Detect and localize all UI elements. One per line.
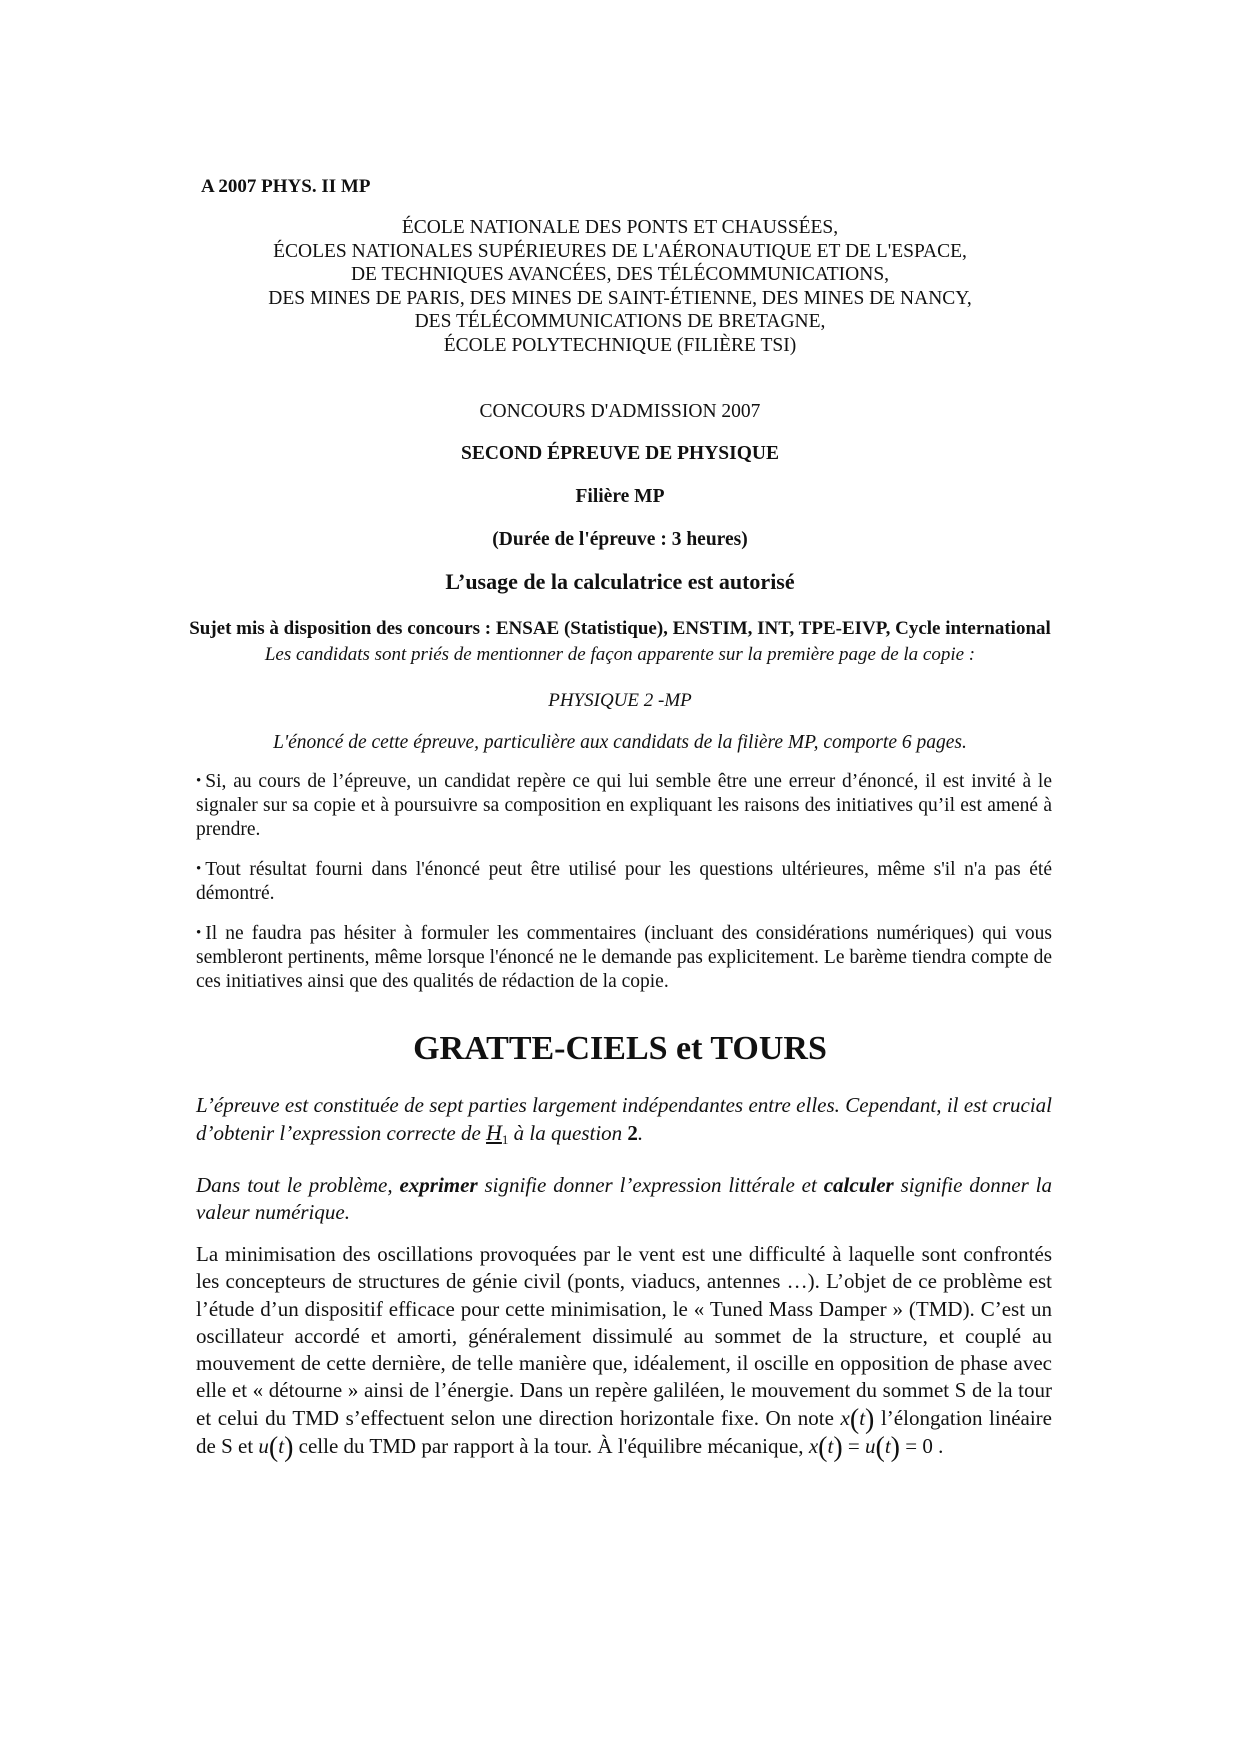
mention-instruction: Les candidats sont priés de mentionner de façon apparente sur la première page de la copie : (264, 644, 976, 665)
definitions-paragraph (196, 1172, 1052, 1226)
calculator-notice: L’usage de la calculatrice est autorisé (445, 569, 795, 594)
exam-code: A 2007 PHYS. II MP (201, 176, 371, 197)
intro-text: L’épreuve est constituée de sept parties largement indépendantes entre elles. Cependant, il est crucial d’obtenir l’expression correcte de (196, 1093, 1052, 1145)
sujet-notice: Sujet mis à disposition des concours : ENSAE (Statistique), ENSTIM, INT, TPE-EIVP, Cycle international (189, 618, 1051, 639)
question-ref: 2 (627, 1121, 638, 1145)
t-var: t (827, 1434, 834, 1459)
rule-paragraph (196, 921, 1052, 994)
t-var: t (859, 1405, 866, 1430)
rule-text: Tout résultat fourni dans l'énoncé peut être utilisé pour les questions ultérieures, même s'il n'a pas été démontré. (196, 859, 1052, 904)
duree-heading: (Durée de l'épreuve : 3 heures) (492, 529, 748, 550)
intro-paragraph (196, 1092, 1052, 1153)
rule-text: Si, au cours de l’épreuve, un candidat repère ce qui lui semble être une erreur d’énoncé, il est invité à le signaler sur sa copie et à poursuivre sa composition en expliquant les raisons des initiatives qu’il est amené à prendre. (196, 771, 1052, 840)
school-line: DE TECHNIQUES AVANCÉES, DES TÉLÉCOMMUNICATIONS, (350, 264, 890, 285)
school-line: ÉCOLE POLYTECHNIQUE (FILIÈRE TSI) (443, 334, 797, 356)
h-letter: H (486, 1120, 502, 1145)
zero-value: 0 (922, 1434, 933, 1459)
t-var: t (278, 1434, 285, 1459)
bullet-icon: • (196, 925, 202, 941)
school-line: DES TÉLÉCOMMUNICATIONS DE BRETAGNE, (414, 311, 826, 332)
concours-heading: CONCOURS D'ADMISSION 2007 (479, 401, 761, 422)
x-var: x (840, 1405, 850, 1430)
equals-sign: = (905, 1434, 918, 1459)
keyword-calculer: calculer (823, 1173, 894, 1197)
equilibrium-equation: x(t) = u(t) = 0 (808, 1432, 933, 1464)
u-var: u (864, 1434, 876, 1459)
x-of-t: x(t) (840, 1403, 875, 1435)
filiere-heading: Filière MP (575, 486, 665, 507)
page-count-notice: L'énoncé de cette épreuve, particulière aux candidats de la filière MP, comporte 6 pages. (273, 732, 967, 753)
u-of-t: u(t) (258, 1432, 294, 1464)
bullet-icon: • (196, 773, 202, 789)
body-text: La minimisation des oscillations provoquées par le vent est une difficulté à laquelle sont confrontés les concepteurs de structures de génie civil (ponts, viaducs, antennes …). L’objet de ce problème est l’étude d’un dispositif efficace pour cette minimisation, le « Tuned Mass Damper » (TMD). C’est un oscillateur accordé et amorti, généralement dissimulé au sommet de la structure, et couplé au mouvement de cette dernière, de telle manière que, idéalement, il oscille en opposition de phase avec elle et « détourne » ainsi de l’énergie. Dans un repère galiléen, le mouvement du sommet S de la tour et celui du TMD s’effectuent selon une direction horizontale fixe. On note (196, 1242, 1052, 1430)
h1-symbol (486, 1120, 508, 1145)
school-line: ÉCOLE NATIONALE DES PONTS ET CHAUSSÉES, (401, 217, 839, 238)
problem-title: GRATTE-CIELS et TOURS (413, 1030, 827, 1067)
x-var: x (808, 1434, 819, 1459)
rule-paragraph (196, 857, 1052, 906)
schools-list (0, 216, 1240, 357)
school-line: ÉCOLES NATIONALES SUPÉRIEURES DE L'AÉRONAUTIQUE ET DE L'ESPACE, (273, 240, 967, 262)
body-paragraph (196, 1241, 1052, 1464)
body-text: celle du TMD par rapport à la tour. À l'équilibre mécanique, (293, 1434, 809, 1459)
t-var: t (884, 1434, 891, 1459)
body-text: . (932, 1434, 944, 1459)
equals-sign: = (847, 1434, 860, 1459)
keyword-exprimer: exprimer (399, 1173, 478, 1197)
intro-text: à la question (508, 1121, 628, 1145)
body-text: l’élongation linéaire de S et (196, 1405, 1052, 1459)
intro-text: . (637, 1121, 644, 1145)
school-line: DES MINES DE PARIS, DES MINES DE SAINT-ÉTIENNE, DES MINES DE NANCY, (268, 287, 972, 309)
def-text: Dans tout le problème, (196, 1173, 400, 1197)
bullet-icon: • (196, 861, 202, 877)
copy-label: PHYSIQUE 2 -MP (548, 690, 692, 711)
rule-paragraph (196, 769, 1052, 842)
epreuve-heading: SECOND ÉPREUVE DE PHYSIQUE (460, 443, 779, 464)
h-subscript: 1 (501, 1132, 509, 1147)
u-var: u (258, 1434, 269, 1459)
def-text: signifie donner la valeur numérique. (196, 1173, 1052, 1224)
rule-text: Il ne faudra pas hésiter à formuler les commentaires (incluant des considérations numériques) qui vous sembleront pertinents, même lorsque l'énoncé ne le demande pas explicitement. Le barème tiendra compte de ces initiatives ainsi que des qualités de rédaction de la copie. (196, 923, 1052, 992)
def-text: signifie donner l’expression littérale et (477, 1173, 824, 1197)
